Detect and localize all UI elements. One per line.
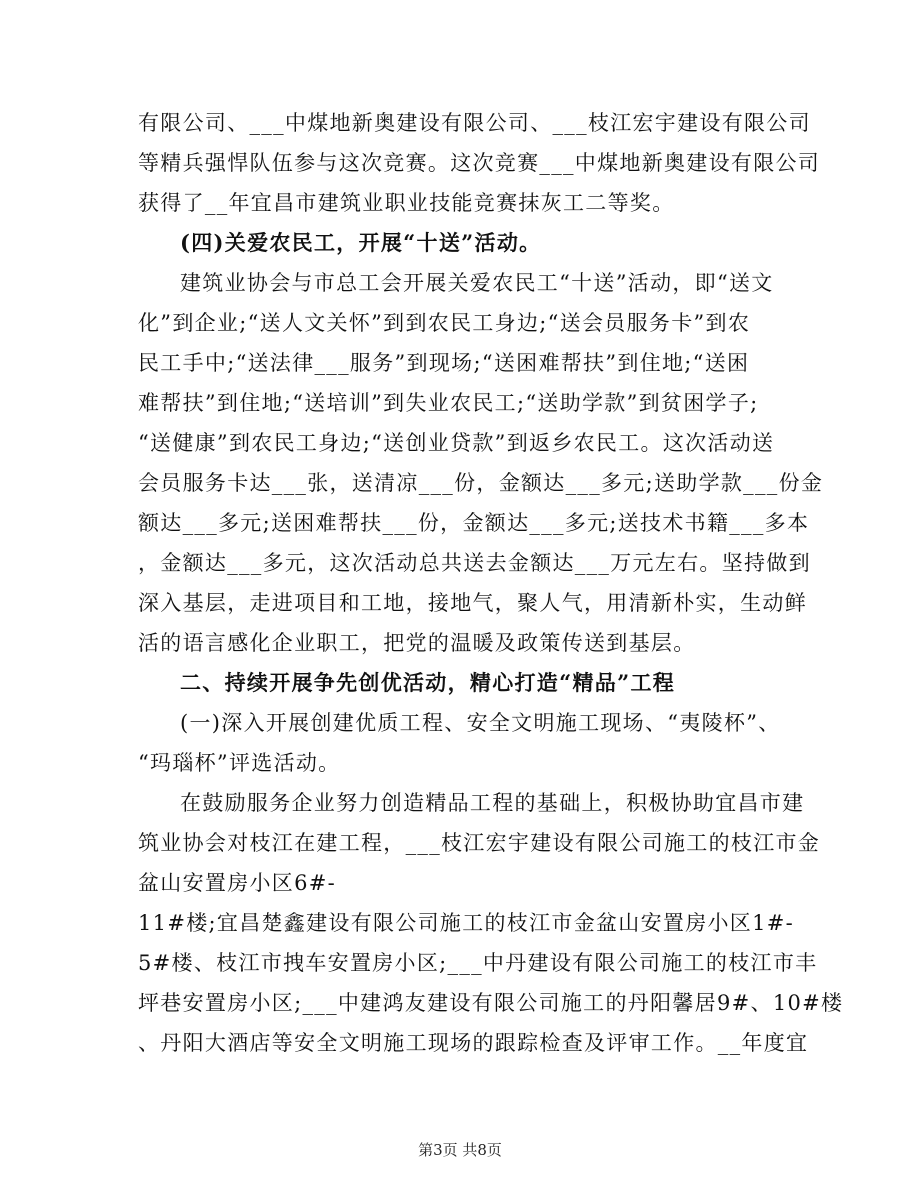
body-text-line: 活的语言感化企业职工，把党的温暖及政策传送到基层。 bbox=[138, 631, 696, 655]
page-number-footer: 第3页 共8页 bbox=[418, 1141, 502, 1159]
body-text-line: 、丹阳大酒店等安全文明施工现场的跟踪检查及评审工作。__年度宜 bbox=[138, 1031, 809, 1055]
paragraph-first-line: 建筑业协会与市总工会开展关爱农民工“十送”活动，即“送文 bbox=[180, 271, 774, 295]
body-text-line: ，金额达___多元，这次活动总共送去金额达___万元左右。坚持做到 bbox=[138, 551, 811, 575]
section-heading: (四)关爱农民工，开展“十送”活动。 bbox=[180, 230, 542, 255]
body-text-line: 难帮扶”到住地;“送培训”到失业农民工;“送助学款”到贫困学子; bbox=[138, 391, 759, 415]
body-text-line: 化”到企业;“送人文关怀”到到农民工身边;“送会员服务卡”到农 bbox=[138, 311, 751, 335]
body-text-line: 5#楼、枝江市拽车安置房小区;___中丹建设有限公司施工的枝江市丰 bbox=[138, 951, 818, 975]
body-text-line: 获得了__年宜昌市建筑业职业技能竞赛抹灰工二等奖。 bbox=[138, 191, 675, 215]
body-text-line: 等精兵强悍队伍参与这次竞赛。这次竞赛___中煤地新奥建设有限公司 bbox=[138, 151, 821, 175]
body-text-line: 坪巷安置房小区;___中建鸿友建设有限公司施工的丹阳馨居9#、10#楼 bbox=[138, 991, 844, 1015]
body-text-line: “送健康”到农民工身边;“送创业贷款”到返乡农民工。这次活动送 bbox=[138, 431, 775, 455]
body-text-line: 民工手中;“送法律___服务”到现场;“送困难帮扶”到住地;“送困 bbox=[138, 351, 750, 375]
subsection-heading: (一)深入开展创建优质工程、安全文明施工现场、“夷陵杯”、 bbox=[180, 711, 781, 735]
body-text-line: 会员服务卡达___张，送清凉___份，金额达___多元;送助学款___份金 bbox=[138, 471, 824, 495]
paragraph-first-line: 在鼓励服务企业努力创造精品工程的基础上，积极协助宜昌市建 bbox=[180, 791, 805, 815]
body-text-line: 深入基层，走进项目和工地，接地气，聚人气，用清新朴实，生动鲜 bbox=[138, 591, 807, 615]
section-heading: 二、持续开展争先创优活动，精心打造“精品”工程 bbox=[180, 670, 676, 695]
body-text-line: 盆山安置房小区6#- bbox=[138, 871, 337, 895]
body-text-line: 有限公司、___中煤地新奥建设有限公司、___枝江宏宇建设有限公司 bbox=[138, 111, 811, 135]
body-text-line: 额达___多元;送困难帮扶___份，金额达___多元;送技术书籍___多本 bbox=[138, 511, 810, 535]
body-text-line: 筑业协会对枝江在建工程，___枝江宏宇建设有限公司施工的枝江市金 bbox=[138, 831, 821, 855]
body-text-line: “玛瑙杯”评选活动。 bbox=[138, 751, 341, 775]
body-text-line: 11#楼;宜昌楚鑫建设有限公司施工的枝江市金盆山安置房小区1#- bbox=[138, 911, 795, 935]
